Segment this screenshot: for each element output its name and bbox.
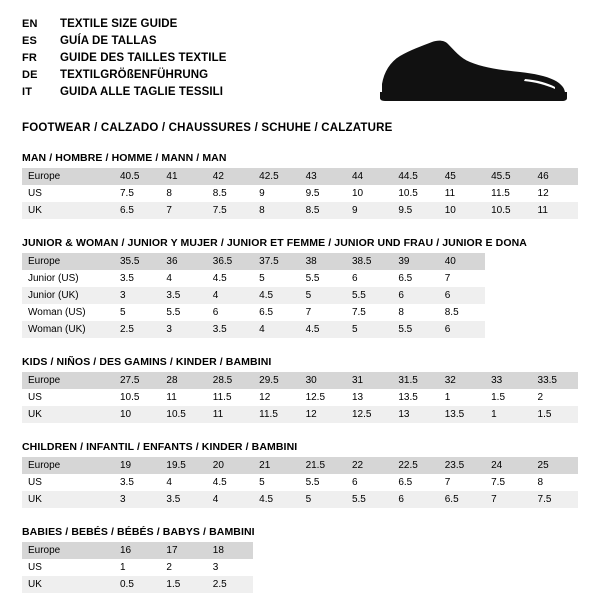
size-cell: 42	[207, 168, 253, 185]
empty-cell	[485, 304, 531, 321]
size-cell: 9	[253, 185, 299, 202]
size-table	[22, 372, 578, 423]
size-cell: 11.5	[253, 406, 299, 423]
language-code: ES	[22, 35, 38, 47]
size-cell: 3.5	[160, 287, 206, 304]
size-cell: 2	[532, 389, 578, 406]
size-cell: 4	[160, 474, 206, 491]
size-cell: 4.5	[207, 474, 253, 491]
row-label: Europe	[22, 542, 114, 559]
size-cell: 4.5	[207, 270, 253, 287]
size-cell: 37.5	[253, 253, 299, 270]
size-cell: 5.5	[346, 491, 392, 508]
table-row	[22, 270, 578, 287]
size-cell: 7	[439, 474, 485, 491]
size-cell: 8.5	[300, 202, 346, 219]
size-cell: 12	[300, 406, 346, 423]
size-cell: 10.5	[114, 389, 160, 406]
empty-cell	[346, 542, 392, 559]
size-cell: 4.5	[300, 321, 346, 338]
size-tables-container	[22, 152, 578, 593]
empty-cell	[485, 542, 531, 559]
size-cell: 1.5	[532, 406, 578, 423]
size-cell: 2.5	[207, 576, 253, 593]
empty-cell	[439, 576, 485, 593]
row-label: Europe	[22, 457, 114, 474]
size-cell: 32	[439, 372, 485, 389]
row-label: Europe	[22, 253, 114, 270]
size-cell: 39	[392, 253, 438, 270]
row-label: UK	[22, 406, 114, 423]
size-cell: 5	[346, 321, 392, 338]
size-cell: 7	[439, 270, 485, 287]
row-label: UK	[22, 576, 114, 593]
row-label: US	[22, 559, 114, 576]
size-cell: 12.5	[300, 389, 346, 406]
row-label: US	[22, 474, 114, 491]
empty-cell	[532, 559, 578, 576]
size-cell: 6	[392, 491, 438, 508]
empty-cell	[439, 559, 485, 576]
size-cell: 40.5	[114, 168, 160, 185]
size-cell: 18	[207, 542, 253, 559]
size-cell: 5.5	[300, 474, 346, 491]
language-code: EN	[22, 18, 38, 30]
size-cell: 45.5	[485, 168, 531, 185]
size-cell: 7.5	[346, 304, 392, 321]
size-cell: 31.5	[392, 372, 438, 389]
row-label: Woman (UK)	[22, 321, 114, 338]
table-row	[22, 202, 578, 219]
size-cell: 43	[300, 168, 346, 185]
size-table	[22, 542, 578, 593]
size-cell: 5	[114, 304, 160, 321]
size-cell: 6.5	[439, 491, 485, 508]
row-label: UK	[22, 202, 114, 219]
size-cell: 7.5	[485, 474, 531, 491]
size-cell: 4	[253, 321, 299, 338]
size-cell: 1.5	[485, 389, 531, 406]
size-cell: 11.5	[485, 185, 531, 202]
size-cell: 12	[253, 389, 299, 406]
size-cell: 35.5	[114, 253, 160, 270]
size-cell: 2.5	[114, 321, 160, 338]
size-cell: 3.5	[114, 474, 160, 491]
size-cell: 22	[346, 457, 392, 474]
empty-cell	[485, 321, 531, 338]
size-cell: 16	[114, 542, 160, 559]
size-cell: 8	[392, 304, 438, 321]
size-cell: 46	[532, 168, 578, 185]
size-cell: 12.5	[346, 406, 392, 423]
size-cell: 19	[114, 457, 160, 474]
size-cell: 22.5	[392, 457, 438, 474]
size-cell: 6.5	[392, 474, 438, 491]
dress-shoe-icon	[374, 32, 574, 104]
table-row	[22, 168, 578, 185]
empty-cell	[532, 287, 578, 304]
size-cell: 3.5	[207, 321, 253, 338]
size-cell: 1	[485, 406, 531, 423]
language-title: GUIDE DES TAILLES TEXTILE	[60, 52, 227, 64]
empty-cell	[532, 576, 578, 593]
size-cell: 8	[160, 185, 206, 202]
empty-cell	[392, 576, 438, 593]
empty-cell	[485, 559, 531, 576]
table-row	[22, 287, 578, 304]
empty-cell	[485, 253, 531, 270]
size-cell: 5	[253, 270, 299, 287]
language-title: GUÍA DE TALLAS	[60, 35, 157, 47]
size-cell: 7.5	[114, 185, 160, 202]
size-cell: 8	[253, 202, 299, 219]
size-cell: 21	[253, 457, 299, 474]
size-cell: 0.5	[114, 576, 160, 593]
row-label: UK	[22, 491, 114, 508]
size-cell: 45	[439, 168, 485, 185]
size-cell: 6.5	[392, 270, 438, 287]
size-cell: 5.5	[392, 321, 438, 338]
size-cell: 28.5	[207, 372, 253, 389]
size-cell: 1	[114, 559, 160, 576]
size-cell: 23.5	[439, 457, 485, 474]
size-group	[22, 152, 578, 219]
size-cell: 24	[485, 457, 531, 474]
size-cell: 31	[346, 372, 392, 389]
empty-cell	[485, 270, 531, 287]
size-cell: 6	[346, 270, 392, 287]
size-group-title: JUNIOR & WOMAN / JUNIOR Y MUJER / JUNIOR ET FEMME / JUNIOR UND FRAU / JUNIOR E DONA	[22, 237, 527, 249]
language-code: IT	[22, 86, 33, 98]
empty-cell	[532, 542, 578, 559]
size-cell: 40	[439, 253, 485, 270]
size-cell: 6	[207, 304, 253, 321]
size-cell: 5	[300, 491, 346, 508]
size-cell: 3.5	[160, 491, 206, 508]
row-label: Europe	[22, 372, 114, 389]
row-label: Europe	[22, 168, 114, 185]
size-cell: 10.5	[392, 185, 438, 202]
language-code: DE	[22, 69, 38, 81]
size-group	[22, 237, 578, 338]
size-cell: 6	[346, 474, 392, 491]
empty-cell	[253, 542, 299, 559]
size-table	[22, 253, 578, 338]
size-cell: 44.5	[392, 168, 438, 185]
size-cell: 38	[300, 253, 346, 270]
empty-cell	[439, 542, 485, 559]
table-row	[22, 491, 578, 508]
size-group	[22, 526, 578, 593]
size-cell: 4.5	[253, 491, 299, 508]
size-cell: 33.5	[532, 372, 578, 389]
size-cell: 36.5	[207, 253, 253, 270]
empty-cell	[532, 304, 578, 321]
size-cell: 13.5	[392, 389, 438, 406]
size-cell: 8	[532, 474, 578, 491]
size-cell: 3	[114, 287, 160, 304]
size-cell: 8.5	[207, 185, 253, 202]
size-cell: 41	[160, 168, 206, 185]
size-cell: 7	[485, 491, 531, 508]
table-row	[22, 304, 578, 321]
size-cell: 4	[160, 270, 206, 287]
table-row	[22, 542, 578, 559]
size-cell: 7.5	[532, 491, 578, 508]
size-cell: 4	[207, 287, 253, 304]
size-cell: 5.5	[160, 304, 206, 321]
table-row	[22, 372, 578, 389]
size-cell: 6.5	[114, 202, 160, 219]
size-group	[22, 356, 578, 423]
size-cell: 2	[160, 559, 206, 576]
size-cell: 3	[207, 559, 253, 576]
table-row	[22, 406, 578, 423]
size-cell: 13.5	[439, 406, 485, 423]
size-cell: 9.5	[300, 185, 346, 202]
size-group-title: KIDS / NIÑOS / DES GAMINS / KINDER / BAMBINI	[22, 356, 272, 368]
size-cell: 27.5	[114, 372, 160, 389]
empty-cell	[532, 253, 578, 270]
empty-cell	[346, 559, 392, 576]
size-cell: 38.5	[346, 253, 392, 270]
size-group	[22, 441, 578, 508]
empty-cell	[300, 542, 346, 559]
size-cell: 17	[160, 542, 206, 559]
table-row	[22, 457, 578, 474]
size-cell: 21.5	[300, 457, 346, 474]
size-cell: 11	[160, 389, 206, 406]
size-cell: 10	[346, 185, 392, 202]
size-cell: 1.5	[160, 576, 206, 593]
size-cell: 30	[300, 372, 346, 389]
size-table	[22, 457, 578, 508]
size-cell: 9.5	[392, 202, 438, 219]
language-title: TEXTILE SIZE GUIDE	[60, 18, 178, 30]
table-row	[22, 559, 578, 576]
size-cell: 12	[532, 185, 578, 202]
size-cell: 10	[439, 202, 485, 219]
empty-cell	[392, 559, 438, 576]
size-table	[22, 168, 578, 219]
footwear-section-title: FOOTWEAR / CALZADO / CHAUSSURES / SCHUHE / CALZATURE	[22, 122, 393, 134]
row-label: US	[22, 389, 114, 406]
size-cell: 6	[439, 321, 485, 338]
size-cell: 10.5	[485, 202, 531, 219]
size-cell: 20	[207, 457, 253, 474]
size-group-title: BABIES / BEBÉS / BÉBÉS / BABYS / BAMBINI	[22, 526, 255, 538]
size-cell: 11	[532, 202, 578, 219]
size-cell: 11	[207, 406, 253, 423]
page-header	[22, 16, 578, 108]
size-group-title: CHILDREN / INFANTIL / ENFANTS / KINDER / BAMBINI	[22, 441, 298, 453]
language-code: FR	[22, 52, 38, 64]
size-cell: 11.5	[207, 389, 253, 406]
size-cell: 6.5	[253, 304, 299, 321]
row-label: Junior (US)	[22, 270, 114, 287]
size-cell: 42.5	[253, 168, 299, 185]
row-label: US	[22, 185, 114, 202]
row-label: Junior (UK)	[22, 287, 114, 304]
empty-cell	[346, 576, 392, 593]
table-row	[22, 185, 578, 202]
row-label: Woman (US)	[22, 304, 114, 321]
size-cell: 36	[160, 253, 206, 270]
empty-cell	[253, 559, 299, 576]
size-cell: 7	[300, 304, 346, 321]
table-row	[22, 389, 578, 406]
table-row	[22, 253, 578, 270]
size-cell: 19.5	[160, 457, 206, 474]
size-cell: 3	[160, 321, 206, 338]
size-cell: 29.5	[253, 372, 299, 389]
empty-cell	[485, 287, 531, 304]
size-cell: 6	[392, 287, 438, 304]
size-cell: 4.5	[253, 287, 299, 304]
empty-cell	[300, 559, 346, 576]
size-cell: 7.5	[207, 202, 253, 219]
table-row	[22, 321, 578, 338]
size-cell: 6	[439, 287, 485, 304]
size-cell: 5.5	[346, 287, 392, 304]
language-row	[22, 16, 578, 33]
empty-cell	[532, 270, 578, 287]
table-row	[22, 474, 578, 491]
empty-cell	[253, 576, 299, 593]
language-title: GUIDA ALLE TAGLIE TESSILI	[60, 86, 224, 98]
size-cell: 5.5	[300, 270, 346, 287]
size-cell: 9	[346, 202, 392, 219]
size-cell: 44	[346, 168, 392, 185]
size-cell: 5	[253, 474, 299, 491]
size-cell: 1	[439, 389, 485, 406]
language-title: TEXTILGRÖßENFÜHRUNG	[60, 69, 209, 81]
size-cell: 13	[392, 406, 438, 423]
empty-cell	[485, 576, 531, 593]
size-cell: 10.5	[160, 406, 206, 423]
size-group-title: MAN / HOMBRE / HOMME / MANN / MAN	[22, 152, 227, 164]
table-row	[22, 576, 578, 593]
size-cell: 3.5	[114, 270, 160, 287]
size-cell: 8.5	[439, 304, 485, 321]
size-cell: 33	[485, 372, 531, 389]
size-cell: 11	[439, 185, 485, 202]
size-cell: 10	[114, 406, 160, 423]
empty-cell	[532, 321, 578, 338]
size-cell: 5	[300, 287, 346, 304]
empty-cell	[392, 542, 438, 559]
size-cell: 25	[532, 457, 578, 474]
size-cell: 7	[160, 202, 206, 219]
size-cell: 4	[207, 491, 253, 508]
size-cell: 28	[160, 372, 206, 389]
size-cell: 13	[346, 389, 392, 406]
empty-cell	[300, 576, 346, 593]
size-cell: 3	[114, 491, 160, 508]
